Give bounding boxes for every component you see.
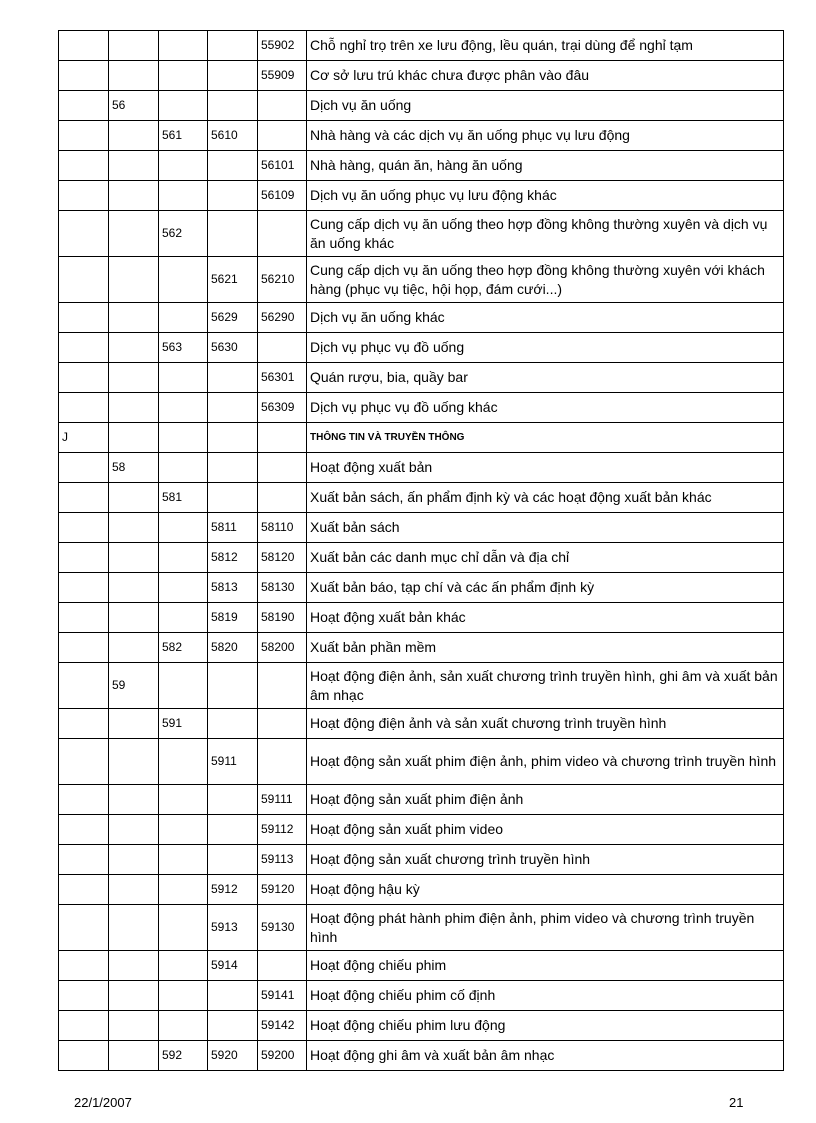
level5-code: 55902: [258, 31, 307, 61]
level4-code: [208, 709, 258, 739]
section-code: [59, 1041, 109, 1071]
activity-description: Hoạt động ghi âm và xuất bản âm nhạc: [307, 1041, 784, 1071]
activity-description: Quán rượu, bia, quầy bar: [307, 363, 784, 393]
level3-code: [159, 981, 208, 1011]
table-row: [59, 785, 784, 815]
activity-description: Hoạt động phát hành phim điện ảnh, phim video và chương trình truyền hình: [307, 905, 784, 951]
level4-code: 5811: [208, 513, 258, 543]
section-code: [59, 333, 109, 363]
level2-code: [109, 739, 159, 785]
level5-code: [258, 121, 307, 151]
section-code: [59, 211, 109, 257]
table-row: [59, 333, 784, 363]
level3-code: 562: [159, 211, 208, 257]
page-number: 21: [729, 1095, 744, 1110]
level5-code: 59120: [258, 875, 307, 905]
level2-code: [109, 513, 159, 543]
section-code: [59, 845, 109, 875]
level3-code: [159, 739, 208, 785]
level2-code: [109, 151, 159, 181]
level5-code: 58110: [258, 513, 307, 543]
level4-code: 5629: [208, 303, 258, 333]
level5-code: [258, 709, 307, 739]
activity-description: Hoạt động xuất bản: [307, 453, 784, 483]
level4-code: 5610: [208, 121, 258, 151]
activity-description: THÔNG TIN VÀ TRUYỀN THÔNG: [307, 423, 784, 453]
level4-code: [208, 815, 258, 845]
activity-description: Dịch vụ phục vụ đồ uống khác: [307, 393, 784, 423]
level3-code: [159, 951, 208, 981]
level3-code: [159, 815, 208, 845]
table-row: [59, 603, 784, 633]
table-row: [59, 151, 784, 181]
table-row: [59, 257, 784, 303]
level3-code: [159, 785, 208, 815]
table-row: [59, 363, 784, 393]
level2-code: [109, 981, 159, 1011]
table-row: [59, 61, 784, 91]
level5-code: 56309: [258, 393, 307, 423]
table-row: [59, 513, 784, 543]
table-row: [59, 423, 784, 453]
classification-table-body: [59, 31, 784, 1071]
activity-description: Hoạt động điện ảnh, sản xuất chương trình truyền hình, ghi âm và xuất bản âm nhạc: [307, 663, 784, 709]
level4-code: [208, 91, 258, 121]
level2-code: [109, 845, 159, 875]
table-row: [59, 1011, 784, 1041]
level5-code: 55909: [258, 61, 307, 91]
level5-code: 59200: [258, 1041, 307, 1071]
level4-code: [208, 453, 258, 483]
table-row: [59, 211, 784, 257]
table-row: [59, 709, 784, 739]
section-code: [59, 1011, 109, 1041]
level4-code: 5912: [208, 875, 258, 905]
section-code: [59, 181, 109, 211]
level5-code: 59141: [258, 981, 307, 1011]
level3-code: 581: [159, 483, 208, 513]
activity-description: Hoạt động chiếu phim lưu động: [307, 1011, 784, 1041]
activity-description: Cung cấp dịch vụ ăn uống theo hợp đồng không thường xuyên và dịch vụ ăn uống khác: [307, 211, 784, 257]
level3-code: [159, 393, 208, 423]
level2-code: [109, 121, 159, 151]
table-row: [59, 393, 784, 423]
level2-code: [109, 815, 159, 845]
level2-code: [109, 603, 159, 633]
level3-code: [159, 1011, 208, 1041]
level2-code: [109, 61, 159, 91]
level5-code: [258, 483, 307, 513]
level4-code: [208, 423, 258, 453]
level3-code: [159, 905, 208, 951]
level5-code: [258, 423, 307, 453]
table-row: [59, 181, 784, 211]
level4-code: [208, 151, 258, 181]
footer-date: 22/1/2007: [74, 1095, 132, 1110]
level3-code: [159, 31, 208, 61]
level3-code: [159, 875, 208, 905]
level5-code: [258, 739, 307, 785]
section-code: [59, 363, 109, 393]
level4-code: [208, 31, 258, 61]
level4-code: 5820: [208, 633, 258, 663]
table-row: [59, 739, 784, 785]
activity-description: Hoạt động sản xuất chương trình truyền hình: [307, 845, 784, 875]
level5-code: 56290: [258, 303, 307, 333]
level3-code: [159, 91, 208, 121]
level4-code: [208, 61, 258, 91]
level4-code: [208, 363, 258, 393]
activity-description: Xuất bản các danh mục chỉ dẫn và địa chỉ: [307, 543, 784, 573]
level3-code: [159, 543, 208, 573]
level5-code: [258, 663, 307, 709]
level3-code: 591: [159, 709, 208, 739]
activity-description: Hoạt động xuất bản khác: [307, 603, 784, 633]
table-row: [59, 1041, 784, 1071]
activity-description: Hoạt động hậu kỳ: [307, 875, 784, 905]
level3-code: 582: [159, 633, 208, 663]
level5-code: [258, 91, 307, 121]
level3-code: [159, 663, 208, 709]
level2-code: [109, 633, 159, 663]
section-code: [59, 603, 109, 633]
table-row: [59, 303, 784, 333]
activity-description: Cơ sở lưu trú khác chưa được phân vào đâu: [307, 61, 784, 91]
table-row: [59, 845, 784, 875]
level4-code: [208, 483, 258, 513]
section-code: [59, 543, 109, 573]
level5-code: 58200: [258, 633, 307, 663]
section-code: [59, 785, 109, 815]
level2-code: [109, 543, 159, 573]
section-code: [59, 951, 109, 981]
section-code: [59, 633, 109, 663]
level2-code: [109, 709, 159, 739]
level5-code: [258, 333, 307, 363]
level4-code: [208, 211, 258, 257]
table-row: [59, 543, 784, 573]
level2-code: [109, 1011, 159, 1041]
activity-description: Nhà hàng và các dịch vụ ăn uống phục vụ lưu động: [307, 121, 784, 151]
level5-code: 59113: [258, 845, 307, 875]
table-row: [59, 573, 784, 603]
section-code: [59, 815, 109, 845]
level3-code: [159, 453, 208, 483]
level5-code: 58130: [258, 573, 307, 603]
level4-code: [208, 845, 258, 875]
table-row: [59, 31, 784, 61]
section-code: [59, 573, 109, 603]
table-row: [59, 483, 784, 513]
activity-description: Hoạt động chiếu phim cố định: [307, 981, 784, 1011]
table-row: [59, 815, 784, 845]
level5-code: 56109: [258, 181, 307, 211]
level3-code: [159, 61, 208, 91]
table-row: [59, 663, 784, 709]
level2-code: [109, 363, 159, 393]
level2-code: [109, 905, 159, 951]
level2-code: 58: [109, 453, 159, 483]
activity-description: Xuất bản sách, ấn phẩm định kỳ và các hoạt động xuất bản khác: [307, 483, 784, 513]
activity-description: Dịch vụ ăn uống: [307, 91, 784, 121]
level2-code: [109, 785, 159, 815]
level5-code: 59111: [258, 785, 307, 815]
level3-code: [159, 151, 208, 181]
level4-code: 5813: [208, 573, 258, 603]
table-row: [59, 875, 784, 905]
section-code: [59, 981, 109, 1011]
level4-code: 5819: [208, 603, 258, 633]
section-code: [59, 303, 109, 333]
level2-code: [109, 483, 159, 513]
section-code: [59, 905, 109, 951]
section-code: [59, 91, 109, 121]
activity-description: Hoạt động sản xuất phim điện ảnh, phim video và chương trình truyền hình: [307, 739, 784, 785]
table-row: [59, 121, 784, 151]
level4-code: 5913: [208, 905, 258, 951]
activity-description: Hoạt động chiếu phim: [307, 951, 784, 981]
level5-code: 59142: [258, 1011, 307, 1041]
activity-description: Nhà hàng, quán ăn, hàng ăn uống: [307, 151, 784, 181]
level4-code: [208, 393, 258, 423]
level5-code: 56210: [258, 257, 307, 303]
section-code: J: [59, 423, 109, 453]
level3-code: [159, 181, 208, 211]
activity-description: Cung cấp dịch vụ ăn uống theo hợp đồng không thường xuyên với khách hàng (phục vụ tiệc, hội họp, đám cưới...): [307, 257, 784, 303]
activity-description: Dịch vụ ăn uống khác: [307, 303, 784, 333]
level3-code: [159, 363, 208, 393]
activity-description: Hoạt động sản xuất phim video: [307, 815, 784, 845]
level3-code: [159, 257, 208, 303]
level4-code: 5630: [208, 333, 258, 363]
level4-code: 5911: [208, 739, 258, 785]
level5-code: 59112: [258, 815, 307, 845]
section-code: [59, 257, 109, 303]
section-code: [59, 151, 109, 181]
level3-code: 592: [159, 1041, 208, 1071]
activity-description: Xuất bản báo, tạp chí và các ấn phẩm định kỳ: [307, 573, 784, 603]
activity-description: Dịch vụ phục vụ đồ uống: [307, 333, 784, 363]
level3-code: [159, 303, 208, 333]
table-row: [59, 633, 784, 663]
level5-code: [258, 951, 307, 981]
level3-code: [159, 845, 208, 875]
level3-code: [159, 573, 208, 603]
section-code: [59, 739, 109, 785]
level3-code: 561: [159, 121, 208, 151]
level2-code: 56: [109, 91, 159, 121]
level2-code: [109, 573, 159, 603]
section-code: [59, 483, 109, 513]
activity-description: Dịch vụ ăn uống phục vụ lưu động khác: [307, 181, 784, 211]
level2-code: [109, 333, 159, 363]
level5-code: 56101: [258, 151, 307, 181]
section-code: [59, 121, 109, 151]
level3-code: [159, 423, 208, 453]
section-code: [59, 393, 109, 423]
level4-code: 5812: [208, 543, 258, 573]
table-row: [59, 453, 784, 483]
level3-code: [159, 603, 208, 633]
level5-code: 58190: [258, 603, 307, 633]
level5-code: 58120: [258, 543, 307, 573]
section-code: [59, 61, 109, 91]
section-code: [59, 453, 109, 483]
level2-code: [109, 303, 159, 333]
classification-table: [58, 30, 784, 1071]
section-code: [59, 663, 109, 709]
level2-code: [109, 31, 159, 61]
table-row: [59, 905, 784, 951]
section-code: [59, 709, 109, 739]
level4-code: [208, 181, 258, 211]
level2-code: [109, 875, 159, 905]
level2-code: [109, 951, 159, 981]
level2-code: [109, 393, 159, 423]
table-row: [59, 91, 784, 121]
level3-code: [159, 513, 208, 543]
section-code: [59, 513, 109, 543]
table-row: [59, 981, 784, 1011]
level4-code: 5920: [208, 1041, 258, 1071]
activity-description: Xuất bản phần mềm: [307, 633, 784, 663]
activity-description: Chỗ nghỉ trọ trên xe lưu động, lều quán, trại dùng để nghỉ tạm: [307, 31, 784, 61]
level2-code: [109, 181, 159, 211]
level2-code: [109, 257, 159, 303]
level5-code: [258, 211, 307, 257]
level5-code: 56301: [258, 363, 307, 393]
level4-code: 5914: [208, 951, 258, 981]
level4-code: [208, 981, 258, 1011]
level2-code: [109, 1041, 159, 1071]
level2-code: [109, 211, 159, 257]
level4-code: [208, 663, 258, 709]
activity-description: Xuất bản sách: [307, 513, 784, 543]
table-row: [59, 951, 784, 981]
level4-code: 5621: [208, 257, 258, 303]
section-code: [59, 875, 109, 905]
level3-code: 563: [159, 333, 208, 363]
level5-code: 59130: [258, 905, 307, 951]
level4-code: [208, 785, 258, 815]
level4-code: [208, 1011, 258, 1041]
section-code: [59, 31, 109, 61]
activity-description: Hoạt động sản xuất phim điện ảnh: [307, 785, 784, 815]
level5-code: [258, 453, 307, 483]
level2-code: [109, 423, 159, 453]
level2-code: 59: [109, 663, 159, 709]
activity-description: Hoạt động điện ảnh và sản xuất chương trình truyền hình: [307, 709, 784, 739]
